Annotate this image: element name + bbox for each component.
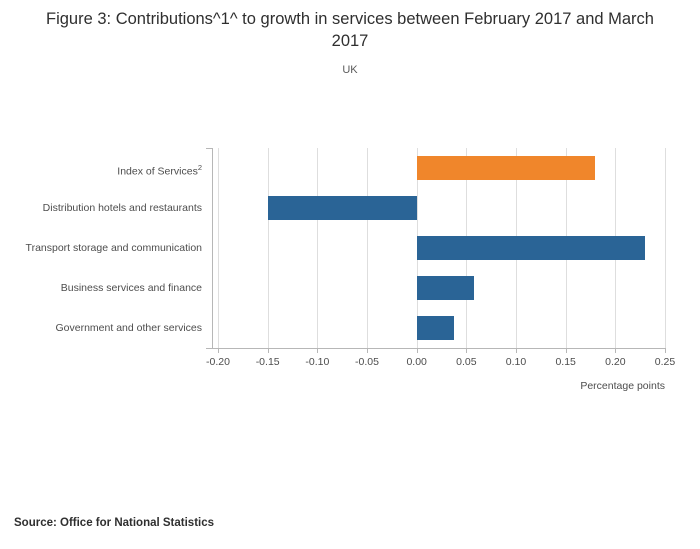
y-axis-label-4 bbox=[0, 308, 208, 348]
x-axis-tick-1 bbox=[268, 348, 269, 353]
x-axis-tick-label-1: -0.15 bbox=[255, 356, 280, 368]
y-axis-label-2 bbox=[0, 228, 208, 268]
x-axis-tick-label-5: 0.05 bbox=[456, 356, 477, 368]
bar-row bbox=[218, 308, 665, 348]
x-axis-tick-2 bbox=[317, 348, 318, 353]
y-axis-label-0-text: Index of Services bbox=[117, 165, 198, 178]
y-axis-label-1-text: Distribution hotels and restaurants bbox=[42, 202, 202, 214]
chart-title: Figure 3: Contributions^1^ to growth in services between February 2017 and March 2017 bbox=[46, 10, 654, 50]
bar-4[interactable] bbox=[417, 316, 455, 340]
x-axis-tick-label-7: 0.15 bbox=[555, 356, 576, 368]
x-axis-line bbox=[212, 348, 665, 349]
y-axis-label-4-text: Government and other services bbox=[55, 322, 202, 334]
y-axis-tick-top bbox=[206, 148, 212, 149]
bar-row bbox=[218, 268, 665, 308]
x-axis-tick-3 bbox=[367, 348, 368, 353]
x-axis-tick-6 bbox=[516, 348, 517, 353]
bar-2[interactable] bbox=[417, 236, 645, 260]
x-axis-tick-9 bbox=[665, 348, 666, 353]
x-axis-tick-label-0: -0.20 bbox=[206, 356, 230, 368]
x-axis-tick-0 bbox=[218, 348, 219, 353]
x-axis-tick-7 bbox=[566, 348, 567, 353]
y-axis-label-0-footnote: 2 bbox=[197, 163, 202, 172]
x-axis-tick-label-8: 0.20 bbox=[605, 356, 626, 368]
y-axis-category-labels bbox=[0, 148, 208, 348]
chart-plot-area bbox=[0, 140, 700, 392]
x-axis-tick-4 bbox=[417, 348, 418, 353]
x-axis-tick-5 bbox=[466, 348, 467, 353]
y-axis-label-1 bbox=[0, 188, 208, 228]
bar-3[interactable] bbox=[417, 276, 475, 300]
bar-1[interactable] bbox=[268, 196, 417, 220]
bar-row bbox=[218, 148, 665, 188]
y-axis-label-3-text: Business services and finance bbox=[60, 282, 202, 294]
y-axis-label-2-text: Transport storage and communication bbox=[25, 242, 202, 254]
x-axis-tick-label-9: 0.25 bbox=[654, 356, 676, 368]
x-axis-tick-label-2: -0.10 bbox=[305, 356, 330, 368]
x-axis-tick-label-6: 0.10 bbox=[505, 356, 527, 368]
bar-row bbox=[218, 228, 665, 268]
bar-row bbox=[218, 188, 665, 228]
chart-subtitle: UK bbox=[342, 64, 358, 76]
y-axis-label-3 bbox=[0, 268, 208, 308]
y-axis-label-0 bbox=[0, 148, 208, 188]
source-note: Source: Office for National Statistics bbox=[14, 517, 215, 529]
bar-0[interactable] bbox=[417, 156, 596, 180]
x-axis-title: Percentage points bbox=[580, 380, 665, 392]
x-axis-tick-label-4: 0.00 bbox=[406, 356, 427, 368]
x-axis-tick-label-3: -0.05 bbox=[355, 356, 379, 368]
bars-container bbox=[218, 148, 665, 348]
x-axis-tick-8 bbox=[615, 348, 616, 353]
title-block bbox=[0, 0, 700, 76]
gridline-9 bbox=[665, 148, 666, 348]
y-axis-line bbox=[212, 148, 213, 348]
